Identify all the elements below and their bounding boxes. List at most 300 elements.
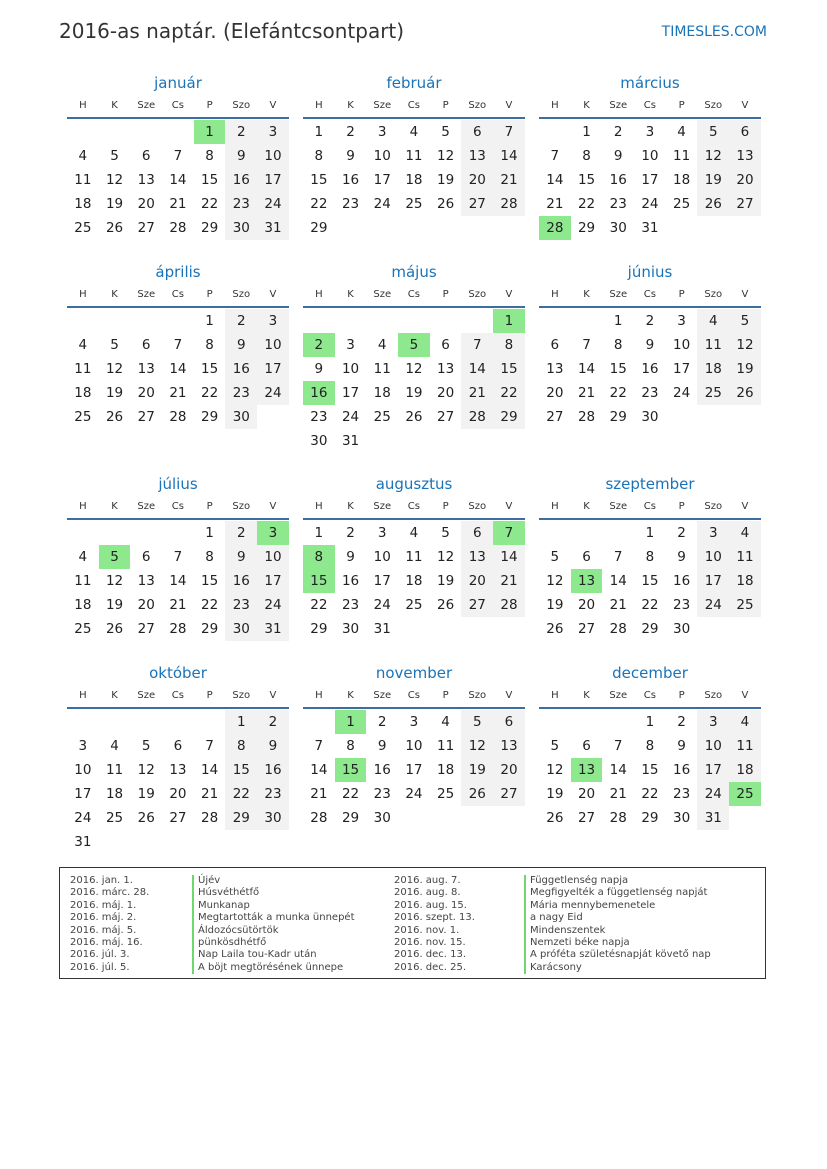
day-cell: 18 — [729, 758, 761, 782]
day-cell: 21 — [546, 196, 564, 212]
day-cell: 3 — [257, 120, 289, 144]
day-cell: 23 — [673, 786, 691, 802]
month-name: július — [158, 475, 198, 493]
weekday-header — [67, 93, 289, 119]
day-cell: 28 — [169, 621, 187, 637]
weekday-label: V — [741, 288, 749, 300]
day-cell: 25 — [405, 597, 423, 613]
day-cell: 1 — [205, 313, 214, 329]
empty-cell — [571, 309, 603, 333]
empty-cell — [162, 309, 194, 333]
day-cell: 18 — [437, 762, 455, 778]
empty-cell — [602, 710, 634, 734]
day-cell: 5 — [550, 738, 560, 754]
month-6 — [67, 474, 289, 641]
weekday-label: Sze — [373, 689, 392, 701]
day-cell: 9 — [225, 545, 257, 569]
day-cell: 19 — [729, 357, 761, 381]
day-cell: 18 — [105, 786, 124, 802]
legend-holiday-name: Megtartották a munka ünnepét — [192, 912, 355, 924]
weekday-label: Cs — [171, 500, 184, 512]
day-cell: 1 — [194, 120, 226, 144]
empty-cell — [99, 120, 131, 144]
day-cell: 15 — [493, 357, 525, 381]
day-cell: 26 — [105, 220, 124, 236]
day-grid — [303, 521, 525, 641]
day-cell: 5 — [441, 124, 450, 140]
day-cell: 25 — [405, 196, 423, 212]
day-cell: 22 — [310, 597, 328, 613]
day-cell: 20 — [137, 196, 155, 212]
day-cell: 25 — [105, 810, 124, 826]
day-cell: 13 — [437, 361, 455, 377]
legend-holiday-name: A böjt megtörésének ünnepe — [192, 962, 355, 974]
weekday-label: K — [111, 500, 118, 512]
day-cell: 28 — [577, 409, 596, 425]
day-cell: 7 — [613, 549, 623, 565]
empty-cell — [99, 521, 131, 545]
day-cell: 28 — [169, 409, 187, 425]
legend-holiday-name: Áldozócsütörtök — [192, 925, 355, 937]
day-cell: 30 — [225, 405, 257, 429]
day-cell: 8 — [493, 333, 525, 357]
weekday-label: P — [678, 99, 685, 111]
day-cell: 14 — [609, 762, 627, 778]
day-cell: 14 — [201, 762, 219, 778]
legend-date: 2016. nov. 15. — [394, 936, 466, 948]
day-cell: 27 — [493, 782, 525, 806]
empty-cell — [461, 309, 493, 333]
day-cell: 12 — [405, 361, 423, 377]
day-cell: 11 — [405, 148, 423, 164]
day-cell: 15 — [201, 172, 219, 188]
day-cell: 11 — [74, 573, 92, 589]
weekday-label: V — [741, 689, 749, 701]
day-cell: 19 — [405, 385, 423, 401]
day-cell: 23 — [225, 593, 257, 617]
weekday-label: P — [206, 288, 213, 300]
day-cell: 24 — [257, 593, 289, 617]
day-cell: 3 — [677, 313, 686, 329]
day-cell: 5 — [729, 309, 761, 333]
weekday-label: P — [206, 689, 213, 701]
day-grid — [539, 120, 761, 240]
weekday-label: V — [505, 689, 513, 701]
day-cell: 11 — [74, 172, 92, 188]
weekday-label: Sze — [373, 288, 392, 300]
empty-cell — [67, 710, 99, 734]
weekday-label: H — [79, 689, 87, 701]
day-cell: 27 — [461, 192, 493, 216]
day-cell: 7 — [173, 148, 183, 164]
day-cell: 28 — [493, 192, 525, 216]
day-cell: 6 — [461, 120, 493, 144]
day-cell: 21 — [310, 786, 328, 802]
day-cell: 11 — [105, 762, 124, 778]
legend-date: 2016. máj. 2. — [70, 912, 137, 924]
day-cell: 20 — [137, 597, 155, 613]
day-cell: 26 — [137, 810, 155, 826]
day-cell: 23 — [341, 597, 360, 613]
month-name: augusztus — [375, 475, 453, 493]
weekday-label: Cs — [643, 288, 656, 300]
day-cell: 4 — [78, 337, 88, 353]
day-cell: 4 — [110, 738, 119, 754]
day-cell: 19 — [437, 172, 455, 188]
day-cell: 30 — [673, 621, 691, 637]
day-cell: 5 — [441, 525, 450, 541]
day-cell: 2 — [257, 710, 289, 734]
legend-date: 2016. dec. 25. — [394, 961, 467, 973]
day-cell: 4 — [78, 549, 88, 565]
day-cell: 16 — [373, 762, 391, 778]
day-cell: 6 — [550, 337, 560, 353]
day-cell: 13 — [169, 762, 187, 778]
month-name: június — [627, 263, 673, 281]
day-cell: 10 — [257, 545, 289, 569]
empty-cell — [162, 710, 194, 734]
empty-cell — [303, 710, 335, 734]
day-cell: 27 — [577, 621, 596, 637]
legend-holiday-name: Újév — [192, 875, 355, 887]
day-cell: 5 — [141, 738, 151, 754]
day-cell: 17 — [341, 385, 360, 401]
weekday-label: H — [315, 99, 323, 111]
day-cell: 20 — [577, 597, 596, 613]
day-cell: 6 — [173, 738, 183, 754]
day-cell: 12 — [546, 573, 564, 589]
day-cell: 14 — [310, 762, 328, 778]
empty-cell — [67, 521, 99, 545]
day-cell: 14 — [493, 545, 525, 569]
month-9 — [67, 663, 289, 854]
weekday-label: Sze — [609, 689, 628, 701]
day-cell: 21 — [169, 385, 187, 401]
legend-holiday-name: Nap Laila tou-Kadr után — [192, 949, 355, 961]
weekday-label: Szo — [704, 288, 723, 300]
day-cell: 11 — [437, 738, 455, 754]
weekday-label: V — [269, 500, 277, 512]
day-cell: 17 — [641, 172, 659, 188]
day-cell: 11 — [729, 734, 761, 758]
weekday-label: K — [111, 689, 118, 701]
day-cell: 12 — [137, 762, 155, 778]
day-cell: 27 — [546, 409, 564, 425]
day-cell: 26 — [729, 381, 761, 405]
day-cell: 2 — [677, 714, 686, 730]
day-grid — [539, 521, 761, 641]
day-cell: 9 — [225, 144, 257, 168]
day-cell: 30 — [310, 433, 328, 449]
weekday-label: H — [315, 288, 323, 300]
month-name: január — [154, 74, 202, 92]
weekday-label: Szo — [468, 689, 487, 701]
day-cell: 14 — [169, 573, 187, 589]
weekday-label: P — [442, 689, 449, 701]
weekday-label: Szo — [232, 689, 251, 701]
day-cell: 24 — [341, 409, 360, 425]
month-name: december — [612, 664, 688, 682]
legend-date: 2016. máj. 5. — [70, 924, 137, 936]
day-cell: 16 — [673, 573, 691, 589]
empty-cell — [67, 120, 99, 144]
legend-date: 2016. szept. 13. — [394, 912, 475, 924]
day-cell: 22 — [201, 196, 219, 212]
day-cell: 19 — [546, 597, 564, 613]
day-cell: 17 — [405, 762, 423, 778]
day-cell: 19 — [105, 196, 124, 212]
day-cell: 14 — [461, 357, 493, 381]
holiday-legend — [59, 867, 766, 979]
weekday-label: H — [315, 500, 323, 512]
weekday-label: Cs — [643, 500, 656, 512]
day-cell: 3 — [377, 525, 387, 541]
day-cell: 5 — [697, 120, 729, 144]
day-cell: 30 — [609, 220, 627, 236]
weekday-label: P — [678, 288, 685, 300]
day-grid — [539, 710, 761, 830]
month-name: október — [149, 664, 207, 682]
empty-cell — [430, 309, 462, 333]
day-cell: 28 — [310, 810, 328, 826]
legend-holiday-name: A próféta születésnapját követő nap — [524, 949, 711, 961]
day-cell: 12 — [105, 172, 124, 188]
weekday-label: K — [347, 288, 354, 300]
day-cell: 29 — [201, 409, 219, 425]
weekday-label: P — [442, 288, 449, 300]
day-cell: 13 — [546, 361, 564, 377]
empty-cell — [539, 120, 571, 144]
day-cell: 22 — [201, 385, 219, 401]
day-cell: 20 — [137, 385, 155, 401]
day-cell: 17 — [697, 758, 729, 782]
weekday-label: Cs — [643, 99, 656, 111]
weekday-label: H — [551, 500, 559, 512]
day-cell: 23 — [257, 782, 289, 806]
weekday-label: Szo — [232, 500, 251, 512]
day-cell: 6 — [141, 148, 151, 164]
day-cell: 22 — [225, 782, 257, 806]
day-cell: 8 — [205, 148, 214, 164]
day-cell: 27 — [137, 621, 155, 637]
day-cell: 25 — [74, 409, 92, 425]
day-cell: 3 — [697, 710, 729, 734]
day-cell: 7 — [493, 120, 525, 144]
weekday-label: Sze — [373, 500, 392, 512]
day-cell: 23 — [609, 196, 627, 212]
month-name: március — [620, 74, 680, 92]
day-grid — [67, 120, 289, 240]
site-link[interactable]: TIMESLES.COM — [661, 24, 767, 40]
day-cell: 6 — [582, 738, 591, 754]
empty-cell — [335, 309, 367, 333]
day-cell: 7 — [205, 738, 214, 754]
day-cell: 8 — [303, 545, 335, 569]
day-cell: 16 — [341, 573, 360, 589]
day-cell: 1 — [582, 124, 591, 140]
day-cell: 13 — [571, 758, 603, 782]
weekday-label: Sze — [373, 99, 392, 111]
weekday-label: K — [347, 689, 354, 701]
day-cell: 26 — [105, 409, 124, 425]
day-cell: 28 — [609, 810, 627, 826]
day-cell: 16 — [673, 762, 691, 778]
empty-cell — [99, 309, 131, 333]
weekday-label: K — [111, 99, 118, 111]
day-cell: 27 — [437, 409, 455, 425]
empty-cell — [398, 309, 430, 333]
legend-date: 2016. aug. 15. — [394, 899, 467, 911]
day-cell: 23 — [673, 597, 691, 613]
day-cell: 6 — [441, 337, 450, 353]
day-cell: 20 — [577, 786, 596, 802]
empty-cell — [99, 710, 131, 734]
day-cell: 4 — [441, 714, 450, 730]
weekday-label: Szo — [468, 500, 487, 512]
weekday-label: Sze — [137, 500, 156, 512]
day-cell: 1 — [493, 309, 525, 333]
weekday-label: Szo — [704, 99, 723, 111]
weekday-header — [539, 282, 761, 308]
legend-holiday-name: Karácsony — [524, 962, 711, 974]
day-cell: 31 — [257, 216, 289, 240]
empty-cell — [539, 710, 571, 734]
day-cell: 23 — [225, 381, 257, 405]
day-grid — [303, 120, 525, 240]
legend-holiday-name: a nagy Eid — [524, 912, 711, 924]
day-cell: 11 — [697, 333, 729, 357]
day-cell: 7 — [173, 337, 183, 353]
month-2 — [539, 73, 761, 240]
day-cell: 20 — [461, 569, 493, 593]
day-cell: 22 — [641, 786, 659, 802]
day-cell: 31 — [641, 220, 659, 236]
day-cell: 4 — [729, 521, 761, 545]
day-cell: 3 — [409, 714, 419, 730]
day-cell: 11 — [74, 361, 92, 377]
day-cell: 5 — [550, 549, 560, 565]
day-cell: 28 — [493, 593, 525, 617]
day-cell: 3 — [78, 738, 88, 754]
day-cell: 11 — [405, 549, 423, 565]
weekday-label: H — [315, 689, 323, 701]
day-cell: 20 — [493, 758, 525, 782]
legend-holiday-name: Mindenszentek — [524, 925, 711, 937]
page-title: 2016-as naptár. (Elefántcsontpart) — [59, 19, 405, 43]
day-cell: 19 — [105, 597, 124, 613]
empty-cell — [130, 120, 162, 144]
weekday-label: K — [583, 288, 590, 300]
day-cell: 12 — [697, 144, 729, 168]
day-cell: 15 — [641, 573, 659, 589]
day-cell: 7 — [613, 738, 623, 754]
day-cell: 9 — [346, 549, 355, 565]
weekday-header — [539, 93, 761, 119]
day-cell: 26 — [697, 192, 729, 216]
day-cell: 3 — [377, 124, 387, 140]
weekday-label: K — [583, 689, 590, 701]
day-cell: 13 — [461, 545, 493, 569]
weekday-label: K — [583, 99, 590, 111]
weekday-header — [303, 494, 525, 520]
weekday-label: H — [79, 99, 87, 111]
day-cell: 14 — [577, 361, 596, 377]
day-cell: 8 — [582, 148, 591, 164]
day-cell: 22 — [341, 786, 360, 802]
day-cell: 5 — [110, 337, 119, 353]
day-cell: 3 — [697, 521, 729, 545]
day-cell: 2 — [303, 333, 335, 357]
day-cell: 1 — [645, 525, 655, 541]
weekday-label: P — [206, 99, 213, 111]
day-cell: 31 — [74, 834, 92, 850]
day-cell: 8 — [205, 549, 214, 565]
weekday-label: V — [269, 99, 277, 111]
day-cell: 13 — [493, 734, 525, 758]
day-cell: 23 — [373, 786, 391, 802]
day-cell: 12 — [546, 762, 564, 778]
day-cell: 26 — [437, 196, 455, 212]
day-cell: 6 — [582, 549, 591, 565]
day-cell: 28 — [609, 621, 627, 637]
weekday-label: Szo — [232, 99, 251, 111]
weekday-label: H — [79, 288, 87, 300]
weekday-label: Cs — [407, 288, 420, 300]
weekday-label: V — [505, 99, 513, 111]
weekday-header — [303, 683, 525, 709]
day-cell: 21 — [201, 786, 219, 802]
day-cell: 15 — [225, 758, 257, 782]
month-11 — [539, 663, 761, 830]
day-cell: 19 — [461, 758, 493, 782]
day-cell: 2 — [225, 521, 257, 545]
weekday-label: V — [741, 99, 749, 111]
weekday-label: K — [347, 500, 354, 512]
day-cell: 2 — [677, 525, 686, 541]
day-cell: 29 — [310, 220, 328, 236]
day-cell: 13 — [137, 172, 155, 188]
weekday-label: P — [206, 500, 213, 512]
day-cell: 6 — [141, 337, 151, 353]
day-cell: 17 — [74, 786, 92, 802]
weekday-label: H — [79, 500, 87, 512]
day-cell: 25 — [729, 782, 761, 806]
weekday-label: Cs — [643, 689, 656, 701]
day-cell: 19 — [697, 168, 729, 192]
day-cell: 24 — [373, 597, 391, 613]
day-cell: 9 — [225, 333, 257, 357]
day-cell: 17 — [257, 168, 289, 192]
day-cell: 28 — [461, 405, 493, 429]
day-cell: 30 — [225, 216, 257, 240]
day-cell: 25 — [729, 593, 761, 617]
legend-col-right-dates — [394, 875, 475, 974]
empty-cell — [571, 521, 603, 545]
day-cell: 15 — [201, 361, 219, 377]
day-cell: 26 — [461, 782, 493, 806]
day-cell: 21 — [577, 385, 596, 401]
day-cell: 8 — [645, 549, 655, 565]
day-cell: 4 — [409, 525, 419, 541]
day-cell: 21 — [169, 597, 187, 613]
weekday-label: H — [551, 288, 559, 300]
day-cell: 21 — [493, 168, 525, 192]
month-7 — [303, 474, 525, 641]
day-cell: 9 — [257, 734, 289, 758]
weekday-header — [303, 282, 525, 308]
day-cell: 19 — [105, 385, 124, 401]
empty-cell — [67, 309, 99, 333]
